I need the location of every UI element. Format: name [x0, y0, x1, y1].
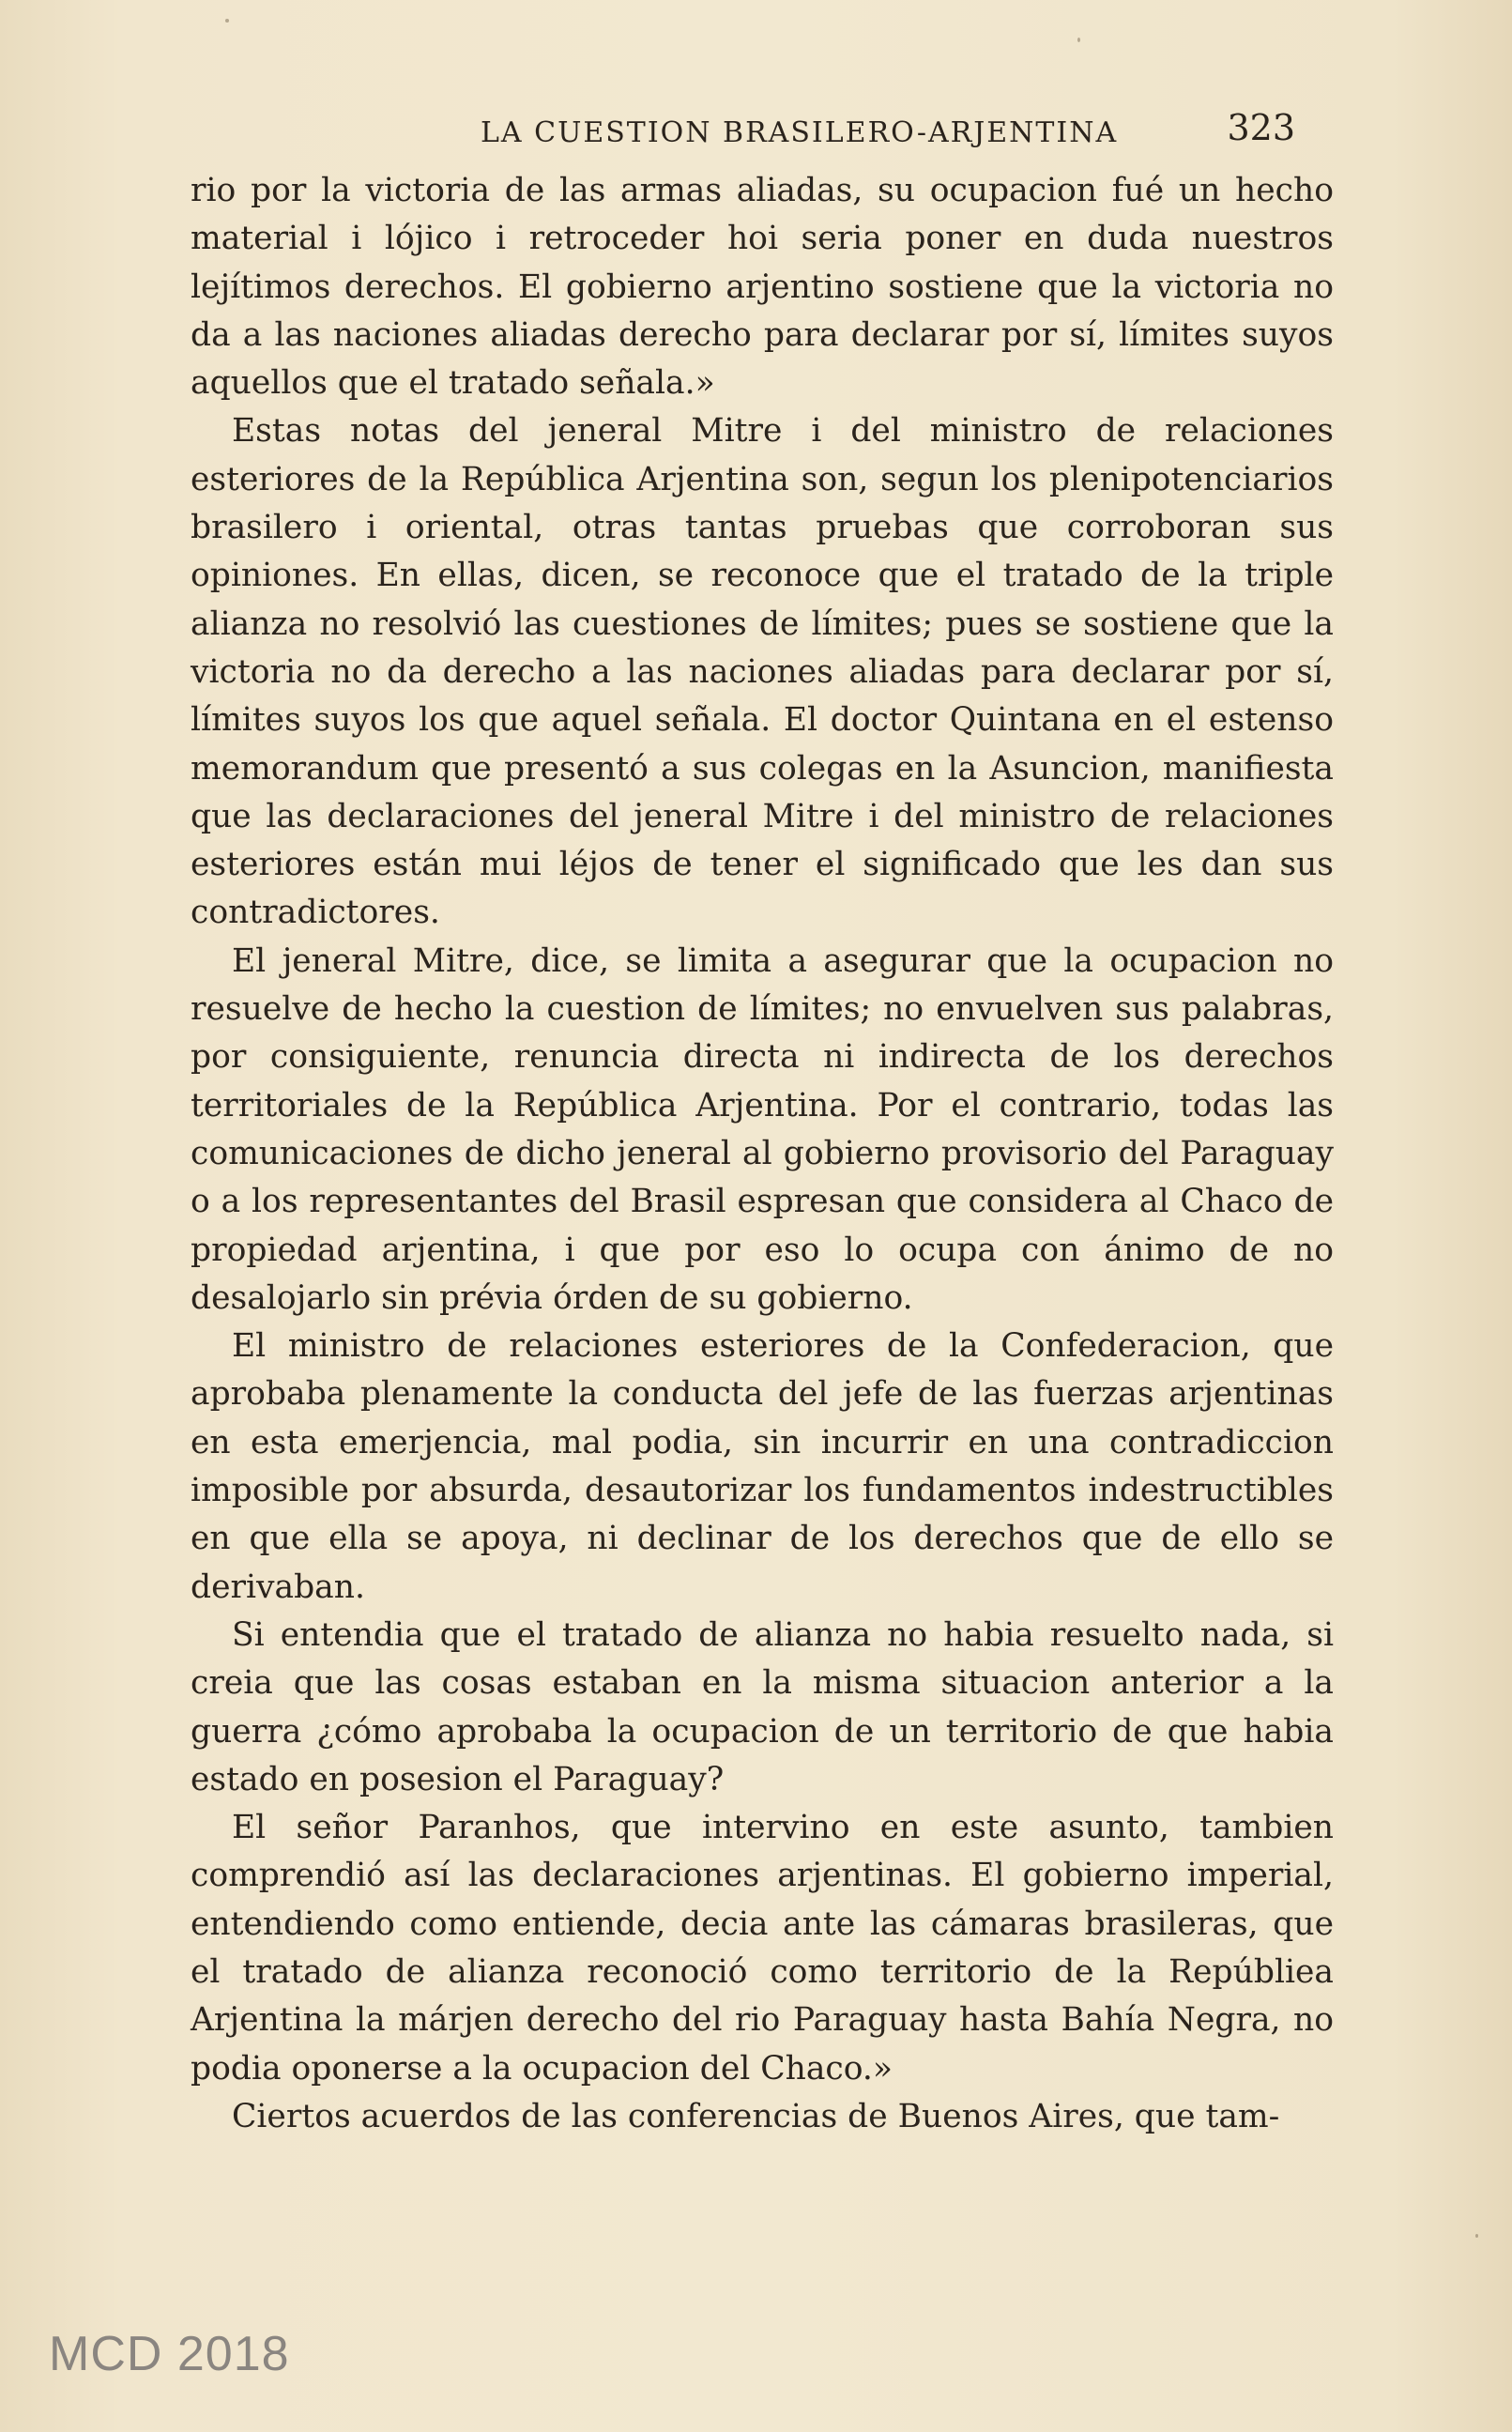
- paragraph: Ciertos acuerdos de las conferencias de Buenos Aires, que tam-: [232, 2097, 1280, 2135]
- paragraph: Estas notas del jeneral Mitre i del ministro de relaciones esteriores de la República Arjentina son, segun los plenipotenciarios brasilero i oriental, otras tantas pruebas que corroboran sus opiniones. En ellas, dicen, se reconoce que el tratado de la triple alianza no resolvió las cuestiones de límites; pues se sostiene que la victoria no da derecho a las naciones aliadas para declarar por sí, límites suyos los que aquel señala. El doctor Quintana en el estenso memorandum que presentó a sus colegas en la Asuncion, manifiesta que las declaraciones del jeneral Mitre i del ministro de relaciones esteriores están mui léjos de tener el significado que les dan sus contradictores.: [191, 412, 1334, 932]
- body-text: [191, 167, 1334, 2141]
- paper-speck: [1077, 38, 1080, 42]
- paper-speck: [1475, 2234, 1478, 2238]
- paragraph: El ministro de relaciones esteriores de la Confederacion, que aprobaba plenamente la conducta del jefe de las fuerzas arjentinas en esta emerjencia, mal podia, sin incurrir en una contradiccion imposible por absurda, desautorizar los fundamentos indestructibles en que ella se apoya, ni declinar de los derechos que de ello se derivaban.: [191, 1327, 1334, 1606]
- paragraph: rio por la victoria de las armas aliadas, su ocupacion fué un hecho material i lójico i retroceder hoi seria poner en duda nuestros lejítimos derechos. El gobierno arjentino sostiene que la victoria no da a las naciones aliadas derecho para declarar por sí, límites suyos aquellos que el tratado señala.»: [191, 172, 1334, 403]
- paper-speck: [225, 19, 229, 23]
- page-number: 323: [1227, 107, 1295, 148]
- watermark: MCD 2018: [49, 2327, 290, 2381]
- paragraph: Si entendia que el tratado de alianza no habia resuelto nada, si creia que las cosas estaban en la misma situacion anterior a la guerra ¿cómo aprobaba la ocupacion de un territorio de que habia estado en posesion el Paraguay?: [191, 1615, 1334, 1798]
- page-header: [188, 107, 1333, 163]
- paragraph: El jeneral Mitre, dice, se limita a asegurar que la ocupacion no resuelve de hecho la cuestion de límites; no envuelven sus palabras, por consiguiente, renuncia directa ni indirecta de los derechos territoriales de la República Arjentina. Por el contrario, todas las comunicaciones de dicho jeneral al gobierno provisorio del Paraguay o a los representantes del Brasil espresan que considera al Chaco de propiedad arjentina, i que por eso lo ocupa con ánimo de no desalojarlo sin prévia órden de su gobierno.: [191, 941, 1334, 1317]
- running-head: LA CUESTION BRASILERO-ARJENTINA: [481, 116, 1119, 149]
- paragraph: El señor Paranhos, que intervino en este asunto, tambien comprendió así las declaraciones arjentinas. El gobierno imperial, entendiendo como entiende, decia ante las cámaras brasileras, que el tratado de alianza reconoció como territorio de la Repúbliea Arjentina la márjen derecho del rio Paraguay hasta Bahía Negra, no podia oponerse a la ocupacion del Chaco.»: [191, 1809, 1334, 2088]
